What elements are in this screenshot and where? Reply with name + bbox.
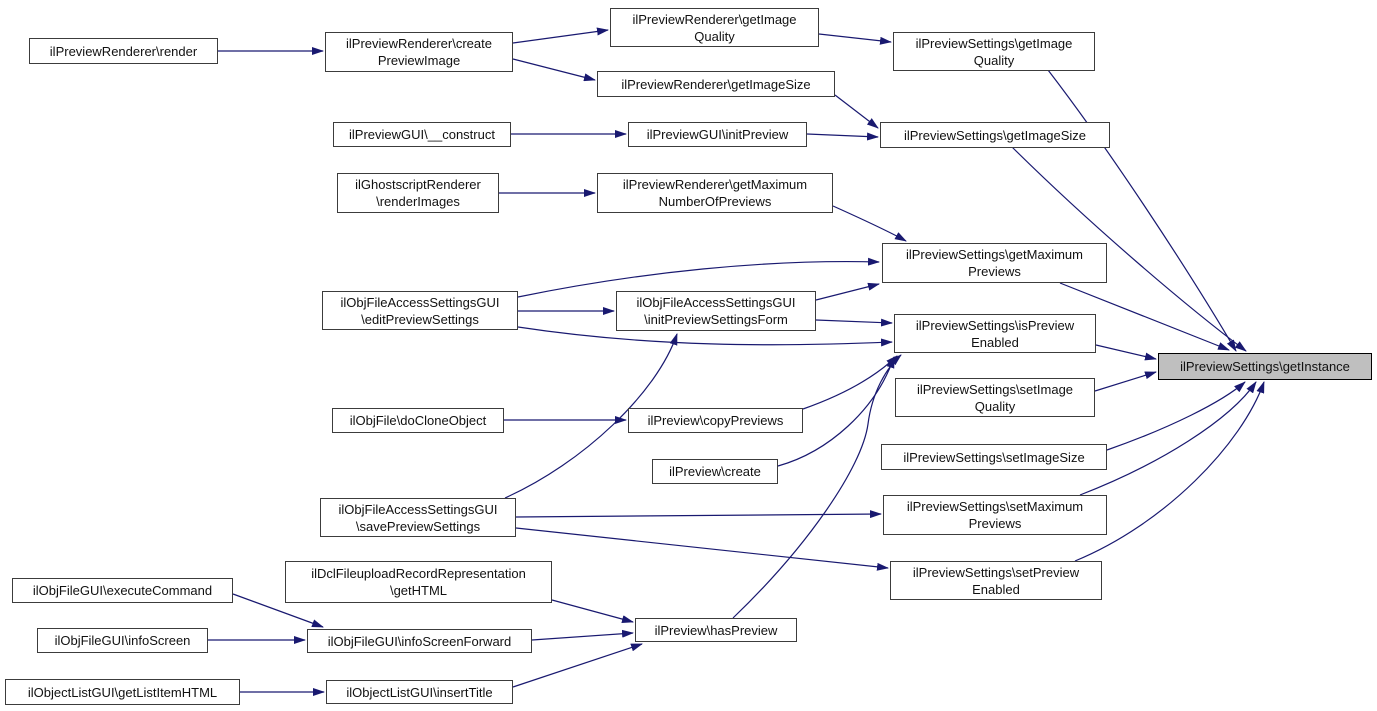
graph-node-label: ilPreviewSettings\getImageSize (903, 127, 1087, 143)
graph-node-createPreviewImage[interactable] (325, 32, 513, 72)
graph-node-label: Quality (694, 28, 735, 44)
graph-node-label: ilDclFileuploadRecordRepresentation (311, 566, 526, 581)
graph-node-label: ilObjFileGUI\executeCommand (32, 583, 213, 598)
graph-node-infoScreen[interactable] (37, 628, 208, 653)
graph-node-copyPreviews[interactable] (628, 408, 803, 433)
graph-node-label: ilPreviewRenderer\getImageSize (621, 76, 811, 92)
graph-node-getListItemHTML[interactable] (5, 679, 240, 705)
graph-node-doCloneObject[interactable] (332, 408, 504, 433)
edge-rendererGetImageSize-settingsGetImageSize (835, 95, 878, 128)
graph-node-label: \initPreviewSettingsForm (644, 312, 788, 327)
graph-node-label: ilPreviewSettings\getMaximum (905, 247, 1083, 262)
graph-node-label: ilPreview\create (669, 464, 761, 479)
graph-node-create[interactable] (652, 459, 778, 484)
edge-settingsGetImageQuality-getInstance (1048, 70, 1236, 351)
graph-node-label: ilGhostscriptRenderer (355, 177, 481, 192)
graph-node-setPreviewEnabled[interactable] (890, 561, 1102, 600)
edge-savePreviewSettings-setPreviewEnabled (516, 528, 888, 568)
edge-rendererGetImageQuality-settingsGetImageQuality (819, 34, 891, 42)
graph-node-label: ilObjFileGUI\infoScreenForward (327, 633, 512, 649)
edge-infoScreenForward-hasPreview (532, 633, 633, 640)
graph-node-label: ilPreview\hasPreview (654, 622, 778, 638)
graph-node-label: ilPreviewSettings\getImage (915, 35, 1073, 51)
graph-node-settingsGetImageQuality[interactable] (893, 32, 1095, 71)
graph-node-label: ilPreview\copyPreviews (647, 413, 784, 428)
graph-node-label: \renderImages (376, 194, 460, 209)
edge-hasPreview-isPreviewEnabled (733, 355, 901, 618)
graph-node-label: ilObjFileGUI\infoScreen (54, 633, 191, 648)
graph-node-setImageQuality[interactable] (895, 378, 1095, 417)
edge-initPreviewSettingsForm-isPreviewEnabled (816, 320, 892, 323)
graph-node-isPreviewEnabled[interactable] (894, 314, 1096, 353)
graph-node-label: ilObjectListGUI\getListItemHTML (27, 684, 218, 700)
graph-node-hasPreview[interactable] (635, 618, 797, 642)
graph-node-setMaximumPreviews[interactable] (883, 495, 1107, 535)
graph-node-render[interactable] (29, 38, 218, 64)
graph-node-label: ilObjFile\doCloneObject (349, 413, 487, 428)
graph-node-editPreviewSettings[interactable] (322, 291, 518, 330)
graph-node-label: ilPreviewSettings\setMaximum (906, 499, 1084, 514)
graph-node-savePreviewSettings[interactable] (320, 498, 516, 537)
graph-node-label: ilPreviewGUI\initPreview (646, 127, 789, 142)
graph-node-label: ilPreviewSettings\setImage (916, 381, 1074, 397)
graph-node-dclGetHTML[interactable] (285, 561, 552, 603)
graph-node-label: Quality (973, 52, 1015, 68)
edge-isPreviewEnabled-getInstance (1096, 345, 1156, 359)
graph-node-getMaximumNumberOfPreviews[interactable] (597, 173, 833, 213)
graph-node-label: ilPreviewRenderer\getMaximum (622, 177, 808, 192)
edge-dclGetHTML-hasPreview (552, 600, 633, 622)
edge-initPreviewSettingsForm-getMaximumPreviews (816, 284, 879, 300)
graph-node-getInstance (1158, 353, 1372, 380)
edge-setImageQuality-getInstance (1095, 372, 1156, 391)
graph-node-executeCommand[interactable] (12, 578, 233, 603)
graph-node-label: ilObjectListGUI\insertTitle (346, 684, 493, 700)
graph-node-label: ilObjFileAccessSettingsGUI (340, 294, 500, 310)
graph-node-label: Previews (968, 264, 1021, 279)
graph-node-label: Enabled (972, 581, 1020, 597)
edge-getMaximumNumberOfPreviews-getMaximumPreviews (833, 206, 906, 241)
graph-node-setImageSize[interactable] (881, 444, 1107, 470)
graph-node-getMaximumPreviews[interactable] (882, 243, 1107, 283)
graph-node-label: ilPreviewSettings\setImageSize (903, 449, 1085, 465)
graph-node-label: ilPreviewRenderer\getImage (632, 11, 797, 27)
graph-node-label: Quality (974, 398, 1016, 414)
edge-createPreviewImage-rendererGetImageQuality (513, 30, 608, 43)
edge-guiInitPreview-settingsGetImageSize (807, 134, 878, 137)
edge-insertTitle-hasPreview (513, 644, 642, 687)
graph-node-label: ilObjFileAccessSettingsGUI (338, 501, 498, 517)
graph-node-insertTitle[interactable] (326, 680, 513, 704)
edge-createPreviewImage-rendererGetImageSize (513, 59, 595, 80)
graph-node-label: \getHTML (389, 583, 448, 598)
graph-node-renderImages[interactable] (337, 173, 499, 213)
edge-savePreviewSettings-setMaximumPreviews (516, 514, 881, 517)
graph-node-label: ilPreviewSettings\setPreview (912, 564, 1080, 580)
graph-node-settingsGetImageSize[interactable] (880, 122, 1110, 148)
graph-node-guiConstruct[interactable] (333, 122, 511, 147)
graph-node-label: ilPreviewGUI\__construct (349, 127, 495, 142)
graph-node-initPreviewSettingsForm[interactable] (616, 291, 816, 331)
graph-node-label: \savePreviewSettings (355, 518, 481, 534)
graph-node-label: ilPreviewRenderer\render (49, 43, 198, 59)
graph-node-label: NumberOfPreviews (658, 194, 772, 209)
graph-node-guiInitPreview[interactable] (628, 122, 807, 147)
graph-node-label: Previews (968, 516, 1022, 531)
edge-setMaximumPreviews-getInstance (1080, 382, 1256, 495)
graph-node-label: ilPreviewSettings\getInstance (1180, 359, 1350, 374)
graph-node-label: PreviewImage (377, 53, 461, 68)
graph-node-label: \editPreviewSettings (361, 311, 479, 327)
graph-node-label: ilPreviewSettings\isPreview (915, 317, 1075, 333)
graph-node-rendererGetImageSize[interactable] (597, 71, 835, 97)
graph-node-label: ilObjFileAccessSettingsGUI (636, 295, 796, 310)
graph-node-label: ilPreviewRenderer\create (346, 36, 492, 51)
graph-node-infoScreenForward[interactable] (307, 629, 532, 653)
graph-node-label: Enabled (971, 334, 1019, 350)
graph-node-rendererGetImageQuality[interactable] (610, 8, 819, 47)
